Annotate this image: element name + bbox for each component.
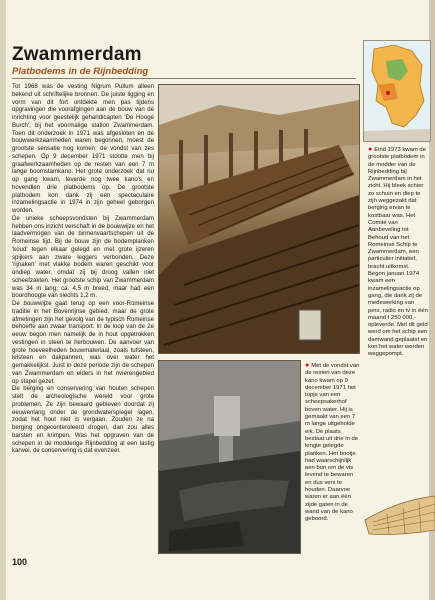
canoe-illustration	[159, 361, 300, 553]
boat-sketch-illustration	[363, 490, 435, 560]
map-illustration	[364, 41, 430, 141]
netherlands-map	[363, 40, 431, 142]
article-title: Zwammerdam	[12, 44, 142, 65]
caption-bottom-text: Met de vondst van de resten van deze kano kwam op 9 december 1971 het topje van een scheepsakerhof boven water. Hij is gemaakt van een 7 m lange uitgeholde eik. De plaats bestaat uit drie in de lengte gelegde planken. Het bootje had waarschijnlijk een bun om de vis levend te bewaren en dus vers te houden. Daarvoe waren er aan één zijde gaten in de wand van de kano geboord.	[305, 363, 360, 523]
caption-right	[368, 146, 428, 386]
paragraph: De unieke scheepsvondsten bij Zwammerdam hebben ons inzicht verschaft in de bouwwijze en het laadvermogen van de binnenvaartschepen uit de Romeinse tijd. Bij de bouw zijn de bodemplanken 'koud' tegen elkaar gelegd en met grote ijzeren spijkers aan zware leggers verbonden. Deze 'rijnaken' met vlakke bodem waren geschikt voor ondiep water, omdat zij bij droog vallen niet scheefzakten. Het grootste schip van Zwammerdam was 34 m lang, ca. 4,5 m breed, maar had een boordhoogte van slechts 1,2 m.	[12, 214, 154, 300]
canoe-photo	[158, 360, 301, 554]
paragraph: Tot 1968 was de vesting Nigrum Pullum alleen bekend uit schriftelijke bronnen. De juiste ligging en vorm van dit fort ontdekte men pas tijdens opgravingen die voorafgingen aan de bouw van de inrichting voor geestelijk gehandicapten 'De Hooge Burch', bij het voormalige station Zwammerdam. Toen dit onderzoek in 1971 was afgesloten en de bouwwerkzaamheden waren begonnen, moest de grootste sensatie nog komen: de vondst van zes schepen. Op 9 december 1971 stootte men bij graafwerkzaamheden op de resten van een 7 m lange boomstamkano. Het grote onderzoek dat nu op gang kwam, leverde nog twee kano's en hovendien drie platbodems op. De grootste platbodem kon dank zij een spectaculaire inzamelingsactie in 1974 in zijn geheel geborgen worden.	[12, 83, 154, 214]
red-dot-icon: ●	[368, 146, 373, 153]
red-dot-icon: ●	[305, 362, 310, 369]
boat-reconstruction-sketch	[363, 490, 435, 560]
page-edge-left	[0, 0, 6, 600]
caption-right-text: Eind 1973 kwam de grootste platbodem in de modder van de Rijnbedding bij Zwammerdam in het zicht. Hij bleek schier zo schuin en diep te zijn weggezakt dat berging ervan te kostbaar was. Het Comité van Aanbeveling tot Behoud van het Romeinse Schip te Zwammerdam, een particulier initiatief, bracht uitkomst. Begon januari 1974 kwam een inzamelingsactie op gang, die dank zij de medewerking van pers, radio en tv in één maand f 250 000,- opleverde. Met dit geld werd om het schip een damwand geplaatst en kon het water worden weggepompt.	[368, 147, 428, 358]
article-body	[12, 83, 154, 551]
excavation-illustration	[159, 85, 359, 353]
excavation-photo	[158, 84, 360, 354]
paragraph: De berging en conservering van houten schepen stelt de archeologische wereld voor grote problemen. Ze zijn bewaard gebleven doordat zij eeuwenlang onder de grondwaterspiegel lagen, zodat het hout niet is vergaan. Zouden ze na berging ongeconteroleerd drogen, dan zou alles barsten en krimpen. Was het opgraven van de schepen in de modderige Rijnbedding al een lastig karwei, de conservering is dat evenzeer.	[12, 385, 154, 455]
title-rule	[12, 78, 356, 79]
article-subtitle: Platbodems in de Rijnbedding	[12, 66, 149, 77]
paragraph: De bouwwijze gaat terug op een voor-Romeinse traditie in het Bovenrijnse gebied, maar de grote afmetingen zijn het gevolg van de typisch Romeinse behoefte aan zwaar transport. In de loop van de 2e eeuw begon men namelijk de in hout opgetrokken vestingen in steen te herbouwen. De aanvoer van grote hoeveelheden bouwmateriaal, zoals tufsteen, leisteen en dakpannen, was over water het gemakkelijkst. Juist in deze periode zijn de schepen van Zwammerdam en elders in het rivierengebied op stapel gezet.	[12, 300, 154, 385]
page-number: 100	[12, 557, 28, 567]
caption-bottom	[305, 362, 361, 523]
